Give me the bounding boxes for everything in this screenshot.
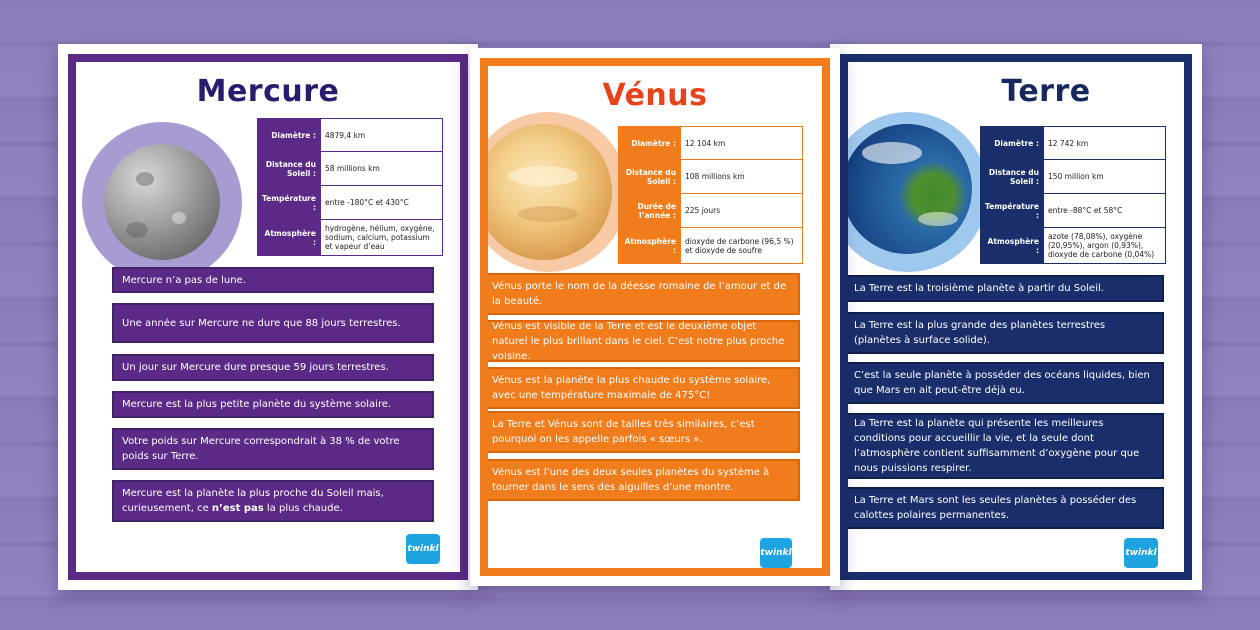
table-value: entre -88°C et 58°C	[1043, 194, 1165, 228]
fact-box: La Terre et Vénus sont de tailles très similaires, c’est pourquoi on les appelle parfois « sœurs ».	[488, 411, 800, 453]
poster-title: Vénus	[602, 78, 708, 113]
table-value: 58 millions km	[320, 152, 442, 186]
table-label: Atmosphère :	[981, 228, 1044, 264]
table-label: Atmosphère :	[619, 228, 681, 264]
table-value: entre -180°C et 430°C	[320, 186, 442, 220]
fact-box: C’est la seule planète à posséder des océans liquides, bien que Mars en ait peut-être déjà eu.	[848, 362, 1164, 404]
table-row	[981, 228, 1166, 264]
fact-box: Votre poids sur Mercure correspondrait à 38 % de votre poids sur Terre.	[112, 428, 434, 470]
fact-box: Un jour sur Mercure dure presque 59 jours terrestres.	[112, 354, 434, 381]
poster-border	[68, 54, 468, 580]
fact-box: La Terre est la planète qui présente les meilleures conditions pour accueillir la vie, et la seule dont l’atmosphère contient suffisamment d’oxygène pour que nous puissions respirer.	[848, 413, 1164, 479]
earth-poster	[830, 44, 1202, 590]
venus-poster	[470, 48, 840, 586]
mercury-crater	[172, 212, 186, 224]
table-row	[258, 186, 443, 220]
poster-title: Terre	[1001, 74, 1091, 109]
fact-text-bold: n’est pas	[211, 503, 264, 514]
table-label: Diamètre :	[981, 127, 1044, 160]
fact-box: Vénus est l’une des deux seules planètes du système à tourner dans le sens des aiguilles d’une montre.	[488, 459, 800, 501]
table-row	[981, 160, 1166, 194]
table-label: Température :	[981, 194, 1044, 228]
table-value: 12 742 km	[1043, 127, 1165, 160]
table-label: Température :	[258, 186, 321, 220]
mercury-planet-image	[104, 144, 220, 260]
table-label: Atmosphère :	[258, 220, 321, 256]
fact-text-part: Mercure est la planète la plus proche du Soleil mais, curieusement, ce	[122, 488, 384, 514]
planet-info-table	[257, 118, 443, 256]
table-value: dioxyde de carbone (96,5 %) et dioxyde de soufre	[681, 228, 803, 264]
fact-text	[122, 486, 424, 516]
poster-inner	[488, 66, 822, 568]
fact-box: Vénus est visible de la Terre et est le deuxième objet naturel le plus brillant dans le ciel. C’est notre plus proche voisine.	[488, 320, 800, 362]
table-label: Distance du Soleil :	[258, 152, 321, 186]
poster-border	[480, 58, 830, 576]
table-row	[258, 152, 443, 186]
earth-cloud	[918, 212, 958, 226]
venus-swirl	[508, 166, 578, 186]
fact-box: Mercure est la plus petite planète du système solaire.	[112, 391, 434, 418]
table-value: 108 millions km	[681, 160, 803, 194]
poster-inner	[76, 62, 460, 572]
table-value: azote (78,08%), oxygène (20,95%), argon (0,93%), dioxyde de carbone (0,04%)	[1043, 228, 1165, 264]
table-label: Distance du Soleil :	[619, 160, 681, 194]
earth-cloud	[862, 142, 922, 164]
fact-box: La Terre est la troisième planète à partir du Soleil.	[848, 275, 1164, 302]
twinkl-logo: twinkl	[406, 534, 440, 564]
venus-swirl	[518, 206, 578, 222]
fact-text-part: la plus chaude.	[263, 503, 343, 514]
mercury-crater	[126, 222, 148, 238]
table-row	[981, 127, 1166, 160]
table-label: Diamètre :	[619, 127, 681, 160]
fact-box	[112, 480, 434, 522]
table-row	[619, 228, 803, 264]
fact-box: La Terre est la plus grande des planètes terrestres (planètes à surface solide).	[848, 312, 1164, 354]
fact-box: La Terre et Mars sont les seules planètes à posséder des calottes polaires permanentes.	[848, 487, 1164, 529]
table-row	[619, 194, 803, 228]
table-row	[619, 160, 803, 194]
poster-inner	[848, 62, 1184, 572]
poster-border	[840, 54, 1192, 580]
twinkl-logo: twinkl	[760, 538, 792, 568]
table-value: 12 104 km	[681, 127, 803, 160]
mercury-poster	[58, 44, 478, 590]
mercury-crater	[136, 172, 154, 186]
table-label: Durée de l’année :	[619, 194, 681, 228]
table-label: Distance du Soleil :	[981, 160, 1044, 194]
fact-box: Vénus est la planète la plus chaude du système solaire, avec une température maximale de 475°C!	[488, 367, 800, 409]
table-row	[619, 127, 803, 160]
fact-box: Une année sur Mercure ne dure que 88 jours terrestres.	[112, 303, 434, 343]
table-row	[258, 220, 443, 256]
table-label: Diamètre :	[258, 119, 321, 152]
planet-info-table	[980, 126, 1166, 264]
table-value: hydrogène, hélium, oxygène, sodium, calcium, potassium et vapeur d’eau	[320, 220, 442, 256]
table-row	[258, 119, 443, 152]
poster-title: Mercure	[196, 74, 340, 109]
planet-info-table	[618, 126, 803, 264]
twinkl-logo: twinkl	[1124, 538, 1158, 568]
fact-box: Vénus porte le nom de la déesse romaine de l’amour et de la beauté.	[488, 273, 800, 315]
table-value: 225 jours	[681, 194, 803, 228]
table-value: 150 million km	[1043, 160, 1165, 194]
fact-box: Mercure n’a pas de lune.	[112, 267, 434, 293]
table-row	[981, 194, 1166, 228]
table-value: 4879,4 km	[320, 119, 442, 152]
